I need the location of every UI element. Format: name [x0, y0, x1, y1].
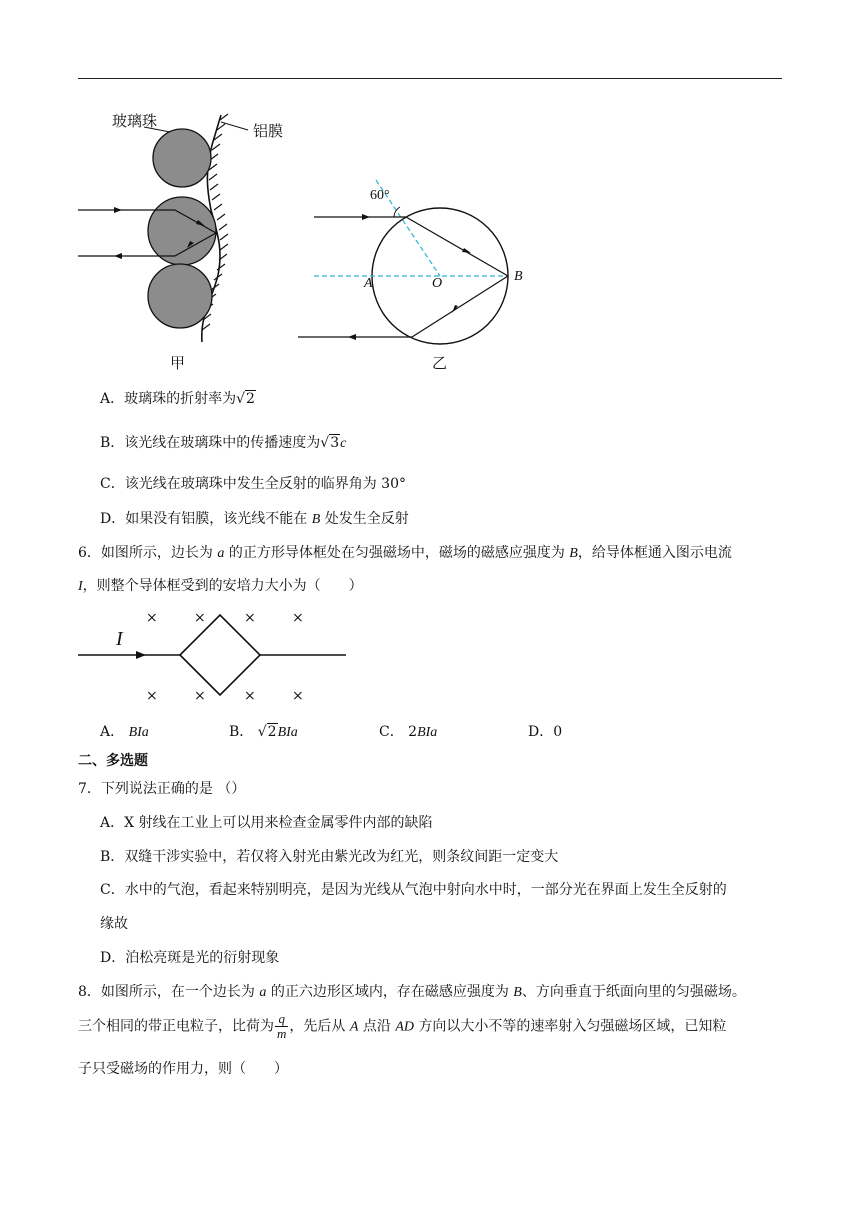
- field-mark: ×: [146, 688, 158, 704]
- q6-option-c: C． 2BIa: [379, 724, 438, 740]
- q7-option-d: D．泊松亮斑是光的衍射现象: [100, 950, 280, 966]
- figure-jia-caption: 甲: [170, 354, 186, 372]
- q6-option-b: B． √2BIa: [229, 724, 298, 740]
- sqrt-symbol: √2: [257, 724, 277, 740]
- q8-stem-line1: 8．如图所示，在一个边长为 a 的正六边形区域内，存在磁感应强度为 B、方向垂直于纸面向里的匀强磁场。: [78, 984, 746, 1000]
- q5-option-d: D．如果没有铝膜，该光线不能在 B 处发生全反射: [100, 511, 409, 527]
- field-mark: ×: [194, 610, 206, 626]
- angle-label: 60°: [370, 188, 390, 203]
- q8-stem-line2: 三个相同的带正电粒子，比荷为 $\frac{q}{m}$ ，先后从 A 点沿 AD 方向以大小不等的速率射入匀强磁场区域，已知粒: [78, 1011, 727, 1041]
- q8-stem-line3: 子只受磁场的作用力，则（ ）: [78, 1061, 288, 1077]
- q6-option-a: A． BIa: [100, 724, 149, 740]
- q7-option-c: C．水中的气泡，看起来特别明亮，是因为光线从气泡中射向水中时，一部分光在界面上发生全反射的: [100, 882, 727, 898]
- header-rule: [78, 78, 782, 79]
- sqrt-symbol: √3: [320, 435, 340, 451]
- sqrt-symbol: √2: [236, 391, 255, 407]
- q7-option-c-cont: 缘故: [100, 916, 128, 932]
- point-a-label: A: [364, 276, 373, 291]
- aluminum-film-label: 铝膜: [253, 122, 284, 140]
- field-mark: ×: [292, 688, 304, 704]
- figure-yi-caption: 乙: [432, 354, 448, 372]
- fraction-q-over-m: $\frac{q}{m}$: [277, 1011, 287, 1041]
- field-mark: ×: [244, 688, 256, 704]
- section-title: 二、多选题: [78, 753, 148, 769]
- q6-stem-line2: I，则整个导体框受到的安培力大小为（ ）: [78, 578, 363, 594]
- q7-option-a: A．X 射线在工业上可以用来检查金属零件内部的缺陷: [100, 815, 433, 831]
- q7-option-b: B．双缝干涉实验中，若仅将入射光由紫光改为红光，则条纹间距一定变大: [100, 849, 559, 865]
- q5-option-b: B．该光线在玻璃珠中的传播速度为√3c: [100, 435, 347, 451]
- glass-bead-label: 玻璃珠: [112, 112, 158, 130]
- q5-option-c: C．该光线在玻璃珠中发生全反射的临界角为 30°: [100, 476, 406, 492]
- current-label: I: [116, 628, 123, 650]
- field-mark: ×: [146, 610, 158, 626]
- field-mark: ×: [292, 610, 304, 626]
- q5-option-a: A．玻璃珠的折射率为√2: [100, 391, 255, 407]
- q6-option-d: D．0: [528, 724, 563, 740]
- field-mark: ×: [194, 688, 206, 704]
- point-b-label: B: [514, 269, 523, 284]
- field-mark: ×: [244, 610, 256, 626]
- point-o-label: O: [432, 276, 443, 291]
- figure-jia: [78, 110, 318, 370]
- q6-stem-line1: 6．如图所示，边长为 a 的正方形导体框处在匀强磁场中，磁场的磁感应强度为 B，给导体框通入图示电流: [78, 545, 732, 561]
- q7-stem: 7．下列说法正确的是 （）: [78, 781, 246, 797]
